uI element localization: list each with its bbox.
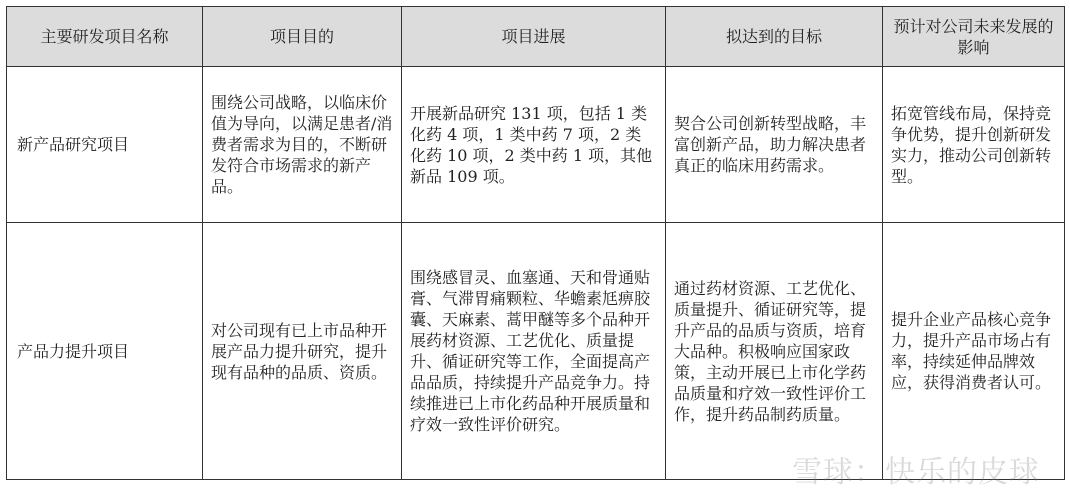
header-project-progress: 项目进展 (402, 7, 666, 67)
project-name-cell: 新产品研究项目 (7, 67, 203, 223)
header-row (7, 7, 1065, 67)
table-row (7, 223, 1065, 480)
header-project-purpose: 项目目的 (203, 7, 402, 67)
rd-projects-table (6, 6, 1065, 480)
future-impact-cell: 拓宽管线布局，保持竞争优势，提升创新研发实力，推动公司创新转型。 (883, 67, 1065, 223)
target-goal-cell: 契合公司创新转型战略，丰富创新产品，助力解决患者真正的临床用药需求。 (666, 67, 883, 223)
project-purpose-cell: 围绕公司战略，以临床价值为导向，以满足患者/消费者需求为目的，不断研发符合市场需求的新产品。 (203, 67, 402, 223)
header-target-goal: 拟达到的目标 (666, 7, 883, 67)
watermark: 雪球：快乐的皮球 (792, 455, 1040, 490)
project-progress-cell: 开展新品研究 131 项，包括 1 类化药 4 项，1 类中药 7 项，2 类化药 10 项，2 类中药 1 项，其他新品 109 项。 (402, 67, 666, 223)
project-purpose-cell: 对公司现有已上市品种开展产品力提升研究，提升现有品种的品质、资质。 (203, 223, 402, 480)
project-progress-cell: 围绕感冒灵、血塞通、天和骨通贴膏、气滞胃痛颗粒、华蟾素尪痹胶囊、天麻素、蒿甲醚等多个品种开展药材资源、工艺优化、质量提升、循证研究等工作，全面提高产品品质，持续提升产品竞争力。持续推进已上市化药品种开展质量和疗效一致性评价研究。 (402, 223, 666, 480)
table-row (7, 67, 1065, 223)
header-project-name: 主要研发项目名称 (7, 7, 203, 67)
future-impact-cell: 提升企业产品核心竞争力，提升产品市场占有率，持续延伸品牌效应，获得消费者认可。 (883, 223, 1065, 480)
header-future-impact: 预计对公司未来发展的影响 (883, 7, 1065, 67)
project-name-cell: 产品力提升项目 (7, 223, 203, 480)
target-goal-cell: 通过药材资源、工艺优化、质量提升、循证研究等，提升产品的品质与资质，培育大品种。积极响应国家政策，主动开展已上市化学药品质量和疗效一致性评价工作，提升药品制药质量。 (666, 223, 883, 480)
